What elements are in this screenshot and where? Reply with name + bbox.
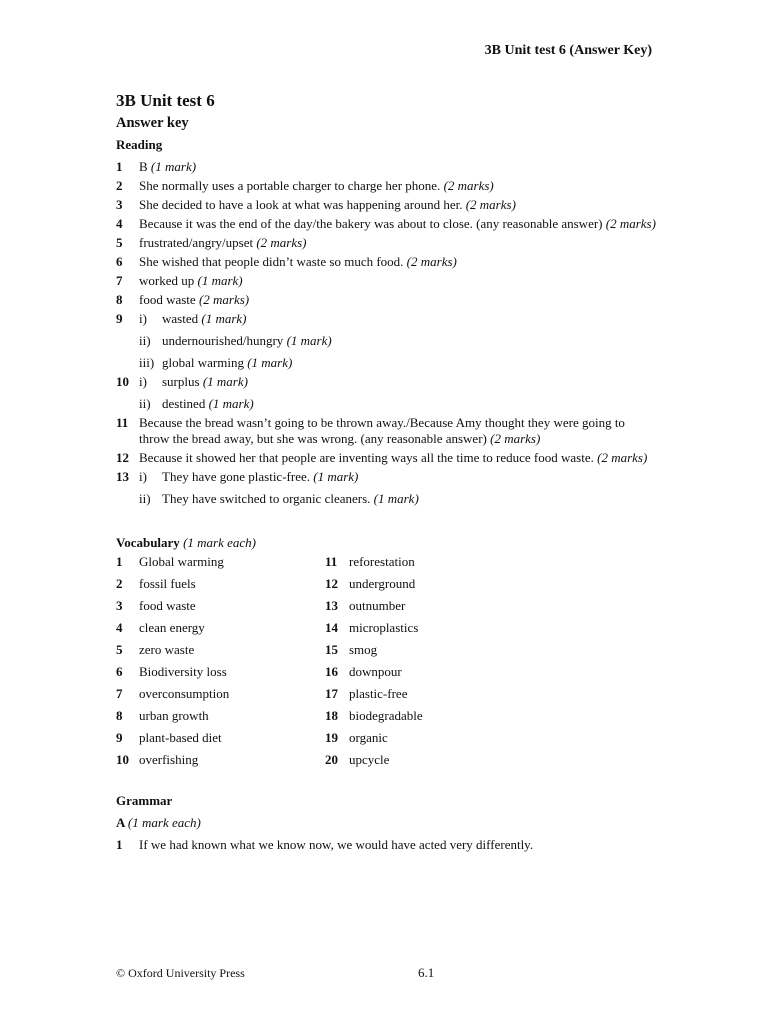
list-item: 6 Biodiversity loss [116, 664, 227, 679]
reading-item: 7 worked up (1 mark) [116, 273, 243, 288]
reading-item: 9 i) wasted (1 mark) ii) undernourished/hungry (1 mark) iii) global warming (1 mark) [116, 311, 656, 371]
list-item: 10 overfishing [116, 752, 199, 767]
sub-answer: i) They have gone plastic-free. (1 mark) [139, 469, 359, 484]
reading-item: 11 Because the bread wasn’t going to be thrown away./Because Amy thought they were going to throw the bread away, but she was wrong. (any reasonable answer) (2 marks) [116, 415, 625, 446]
list-item: 3 food waste [116, 598, 196, 613]
reading-heading: Reading [116, 137, 163, 152]
reading-item: 6 She wished that people didn’t waste so much food. (2 marks) [116, 254, 457, 269]
document-title: 3B Unit test 6 [116, 91, 215, 110]
reading-item: 3 She decided to have a look at what was happening around her. (2 marks) [116, 197, 516, 212]
copyright: © Oxford University Press [116, 966, 245, 980]
reading-item: 13 i) They have gone plastic-free. (1 mark) ii) They have switched to organic cleaners. (1 mark) [116, 469, 656, 507]
reading-item: 10 i) surplus (1 mark) ii) destined (1 mark) [116, 374, 656, 412]
grammar-part-a: A (1 mark each) [116, 815, 201, 830]
list-item: 4 clean energy [116, 620, 205, 635]
reading-item: 12 Because it showed her that people are inventing ways all the time to reduce food waste. (2 marks) [116, 450, 648, 465]
sub-answer: ii) undernourished/hungry (1 mark) [139, 333, 332, 348]
sub-answer: i) surplus (1 mark) [139, 374, 248, 389]
sub-answer: iii) global warming (1 mark) [139, 355, 293, 370]
list-item: 16 downpour [325, 664, 402, 679]
list-item: 12 underground [325, 576, 416, 591]
document-subtitle: Answer key [116, 115, 189, 131]
list-item: 20 upcycle [325, 752, 390, 767]
list-item: 1 Global warming [116, 554, 224, 569]
reading-item: 5 frustrated/angry/upset (2 marks) [116, 235, 307, 250]
list-item: 14 microplastics [325, 620, 419, 635]
reading-item: 4 Because it was the end of the day/the bakery was about to close. (any reasonable answer) (2 marks) [116, 216, 656, 231]
reading-item: 1 B (1 mark) [116, 159, 197, 174]
sub-answer: ii) They have switched to organic cleaners. (1 mark) [139, 491, 419, 506]
list-item: 11 reforestation [325, 554, 415, 569]
list-item: 13 outnumber [325, 598, 406, 613]
list-item: 19 organic [325, 730, 388, 745]
grammar-heading: Grammar [116, 793, 173, 808]
reading-item: 8 food waste (2 marks) [116, 292, 250, 307]
list-item: 2 fossil fuels [116, 576, 196, 591]
page-number: 6.1 [418, 965, 435, 980]
grammar-item: 1 If we had known what we know now, we would have acted very differently. [116, 837, 534, 852]
sub-answer: ii) destined (1 mark) [139, 396, 254, 411]
list-item: 9 plant-based diet [116, 730, 222, 745]
list-item: 18 biodegradable [325, 708, 423, 723]
sub-answer: i) wasted (1 mark) [139, 311, 247, 326]
list-item: 8 urban growth [116, 708, 209, 723]
vocabulary-table [116, 554, 656, 768]
running-header: 3B Unit test 6 (Answer Key) [484, 43, 652, 58]
document-body [116, 90, 656, 856]
vocabulary-heading: Vocabulary (1 mark each) [116, 535, 256, 550]
list-item: 15 smog [325, 642, 378, 657]
list-item: 17 plastic-free [325, 686, 408, 701]
list-item: 7 overconsumption [116, 686, 230, 701]
list-item: 5 zero waste [116, 642, 195, 657]
reading-item: 2 She normally uses a portable charger to charge her phone. (2 marks) [116, 178, 494, 193]
